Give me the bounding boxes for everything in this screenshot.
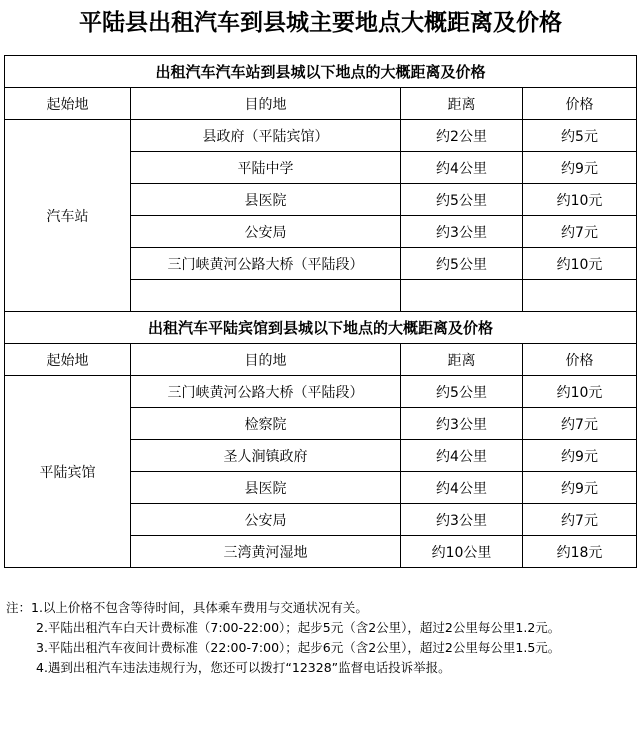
table-row	[5, 120, 637, 152]
price-cell: 约9元	[523, 440, 637, 472]
section-heading: 出租汽车汽车站到县城以下地点的大概距离及价格	[5, 56, 637, 88]
note-1: 注：1.以上价格不包含等待时间，具体乘车费用与交通状况有关。	[6, 600, 368, 615]
column-header-destination: 目的地	[131, 344, 401, 376]
table-row	[5, 376, 637, 408]
price-cell: 约7元	[523, 504, 637, 536]
price-cell: 约5元	[523, 120, 637, 152]
price-cell: 约7元	[523, 408, 637, 440]
section-heading: 出租汽车平陆宾馆到县城以下地点的大概距离及价格	[5, 312, 637, 344]
destination-cell: 平陆中学	[131, 152, 401, 184]
distance-cell: 约5公里	[401, 248, 523, 280]
distance-cell: 约2公里	[401, 120, 523, 152]
destination-cell: 县政府（平陆宾馆）	[131, 120, 401, 152]
distance-cell: 约4公里	[401, 472, 523, 504]
price-cell: 约9元	[523, 472, 637, 504]
note-3: 3.平陆出租汽车夜间计费标准（22:00-7:00）；起步6元（含2公里），超过2公里每公里1.5元。	[36, 640, 561, 655]
section-heading-row	[5, 312, 637, 344]
distance-cell: 约4公里	[401, 440, 523, 472]
distance-cell: 约3公里	[401, 504, 523, 536]
price-cell: 约10元	[523, 376, 637, 408]
price-cell: 约7元	[523, 216, 637, 248]
price-cell: 约10元	[523, 184, 637, 216]
note-2: 2.平陆出租汽车白天计费标准（7:00-22:00）；起步5元（含2公里），超过2公里每公里1.2元。	[36, 620, 561, 635]
destination-cell: 三门峡黄河公路大桥（平陆段）	[131, 248, 401, 280]
column-header-destination: 目的地	[131, 88, 401, 120]
column-header-price: 价格	[523, 344, 637, 376]
distance-cell: 约3公里	[401, 216, 523, 248]
origin-cell: 平陆宾馆	[5, 376, 131, 568]
distance-cell: 约5公里	[401, 184, 523, 216]
destination-cell: 检察院	[131, 408, 401, 440]
distance-cell: 约4公里	[401, 152, 523, 184]
page-title: 平陆县出租汽车到县城主要地点大概距离及价格	[79, 9, 562, 36]
note-4: 4.遇到出租汽车违法违规行为，您还可以拨打“12328”监督电话投诉举报。	[36, 660, 451, 675]
column-header-row	[5, 88, 637, 120]
destination-cell: 县医院	[131, 184, 401, 216]
distance-cell: 约10公里	[401, 536, 523, 568]
distance-cell: 约3公里	[401, 408, 523, 440]
column-header-distance: 距离	[401, 344, 523, 376]
price-cell: 约9元	[523, 152, 637, 184]
column-header-row	[5, 344, 637, 376]
origin-cell: 汽车站	[5, 120, 131, 312]
destination-cell	[131, 280, 401, 312]
price-cell: 约18元	[523, 536, 637, 568]
destination-cell: 圣人涧镇政府	[131, 440, 401, 472]
column-header-price: 价格	[523, 88, 637, 120]
fare-table	[4, 55, 637, 568]
destination-cell: 三湾黄河湿地	[131, 536, 401, 568]
price-cell	[523, 280, 637, 312]
column-header-origin: 起始地	[5, 344, 131, 376]
price-cell: 约10元	[523, 248, 637, 280]
section-heading-row	[5, 56, 637, 88]
notes-block	[6, 598, 634, 678]
destination-cell: 县医院	[131, 472, 401, 504]
column-header-origin: 起始地	[5, 88, 131, 120]
destination-cell: 三门峡黄河公路大桥（平陆段）	[131, 376, 401, 408]
distance-cell	[401, 280, 523, 312]
destination-cell: 公安局	[131, 504, 401, 536]
column-header-distance: 距离	[401, 88, 523, 120]
distance-cell: 约5公里	[401, 376, 523, 408]
destination-cell: 公安局	[131, 216, 401, 248]
